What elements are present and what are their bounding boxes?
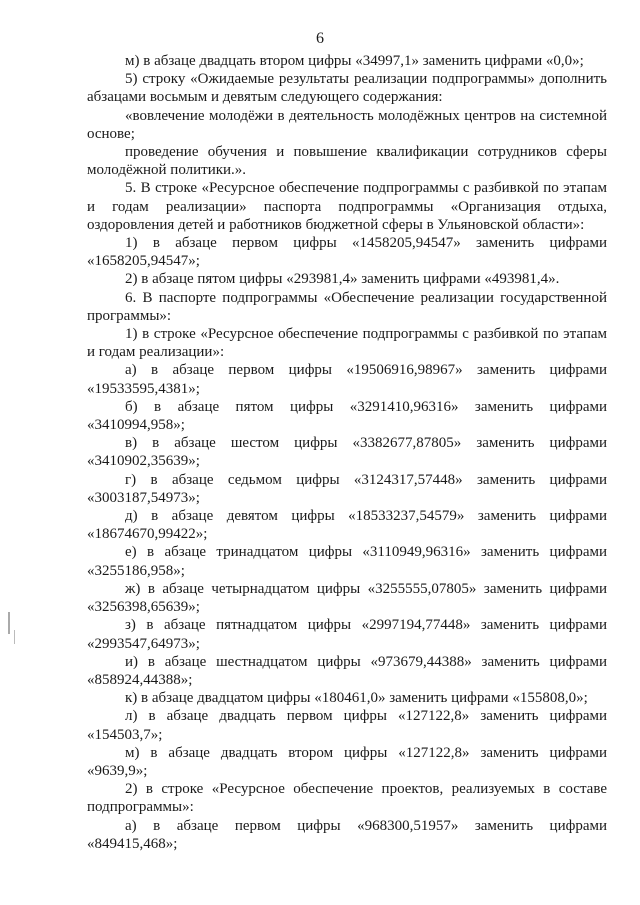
paragraph: 5. В строке «Ресурсное обеспечение подпрограммы с разбивкой по этапам и годам реализации» паспорта подпрограммы «Организация отдыха, оздоровления детей и работников бюджетной сферы в Ульяновской области»: (87, 180, 607, 233)
paragraph: 2) в абзаце пятом цифры «293981,4» заменить цифрами «493981,4». (125, 271, 560, 288)
paragraph: 6. В паспорте подпрограммы «Обеспечение реализации государственной программы»: (87, 289, 607, 324)
scan-artifact (14, 630, 15, 644)
scan-artifact (8, 612, 10, 634)
paragraph: «вовлечение молодёжи в деятельность молодёжных центров на системной основе; (87, 107, 607, 142)
paragraph: м) в абзаце двадцать втором цифры «127122,8» заменить цифрами «9639,9»; (87, 744, 607, 779)
paragraph: проведение обучения и повышение квалификации сотрудников сферы молодёжной политики.». (87, 144, 607, 179)
paragraph: 1) в абзаце первом цифры «1458205,94547» заменить цифрами «1658205,94547»; (87, 235, 607, 270)
paragraph: а) в абзаце первом цифры «19506916,98967» заменить цифрами «19533595,4381»; (87, 362, 607, 397)
document-body (87, 52, 607, 853)
paragraph: 5) строку «Ожидаемые результаты реализации подпрограммы» дополнить (125, 71, 607, 88)
paragraph: 1) в строке «Ресурсное обеспечение подпрограммы с разбивкой по этапам и годам реализации»: (87, 326, 607, 361)
paragraph: 2) в строке «Ресурсное обеспечение проектов, реализуемых в составе подпрограммы»: (87, 781, 607, 816)
paragraph: б) в абзаце пятом цифры «3291410,96316» заменить цифрами «3410994,958»; (87, 398, 607, 434)
paragraph: л) в абзаце двадцать первом цифры «127122,8» заменить цифрами «154503,7»; (87, 708, 607, 743)
paragraph: м) в абзаце двадцать втором цифры «34997,1» заменить цифрами «0,0»; (125, 53, 584, 69)
paragraph: ж) в абзаце четырнадцатом цифры «3255555,07805» заменить цифрами «3256398,65639»; (87, 580, 607, 616)
paragraph: г) в абзаце седьмом цифры «3124317,57448» заменить цифрами «3003187,54973»; (87, 471, 607, 506)
page-number: 6 (316, 30, 324, 47)
paragraph: з) в абзаце пятнадцатом цифры «2997194,77448» заменить цифрами «2993547,64973»; (87, 617, 607, 652)
paragraph: абзацами восьмым и девятым следующего содержания: (87, 89, 443, 106)
paragraph: и) в абзаце шестнадцатом цифры «973679,44388» заменить цифрами «858924,44388»; (87, 653, 607, 688)
paragraph: к) в абзаце двадцатом цифры «180461,0» заменить цифрами «155808,0»; (125, 690, 588, 707)
paragraph: а) в абзаце первом цифры «968300,51957» заменить цифрами «849415,468»; (87, 817, 607, 852)
paragraph: е) в абзаце тринадцатом цифры «3110949,96316» заменить цифрами «3255186,958»; (87, 544, 607, 579)
paragraph: в) в абзаце шестом цифры «3382677,87805» заменить цифрами «3410902,35639»; (87, 435, 607, 470)
paragraph: д) в абзаце девятом цифры «18533237,54579» заменить цифрами «18674670,99422»; (87, 508, 607, 543)
